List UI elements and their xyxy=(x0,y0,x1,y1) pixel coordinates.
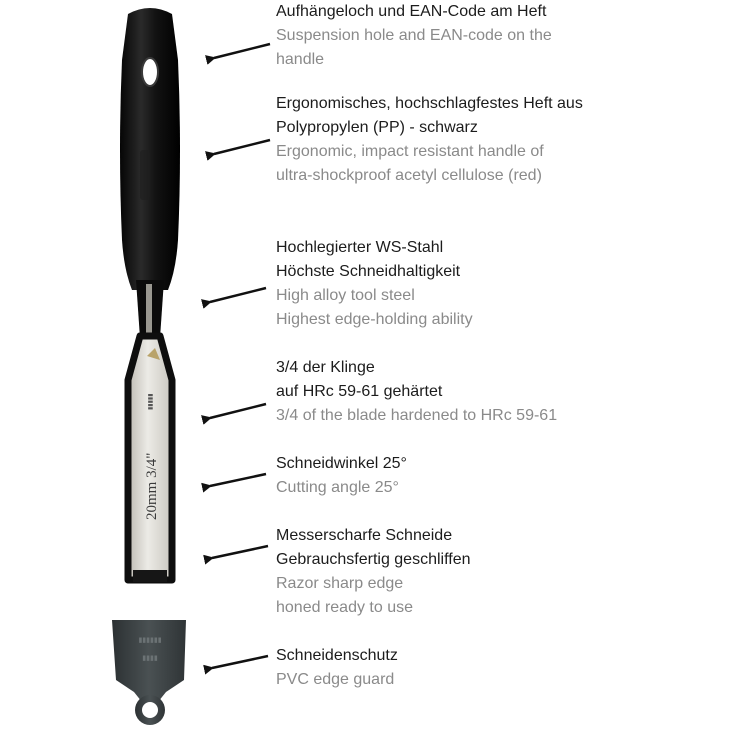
chisel-blade xyxy=(128,336,172,582)
arrow-suspension-hole xyxy=(214,44,270,58)
callout-de-line: Ergonomisches, hochschlagfestes Heft aus xyxy=(276,95,583,112)
callout-de-line: auf HRc 59-61 gehärtet xyxy=(276,383,443,400)
edge-guard xyxy=(112,620,186,725)
callout-suspension-hole xyxy=(276,0,726,72)
callout-en-line: handle xyxy=(276,51,325,68)
callout-de-line: Schneidenschutz xyxy=(276,647,398,664)
chisel-handle xyxy=(120,8,180,290)
arrow-steel xyxy=(210,288,266,302)
callout-de-line: Polypropylen (PP) - schwarz xyxy=(276,119,478,136)
svg-text:▮▮▮▮: ▮▮▮▮ xyxy=(142,655,158,662)
callout-en-line: High alloy tool steel xyxy=(276,287,415,304)
callout-de-line: Gebrauchsfertig geschliffen xyxy=(276,551,471,568)
callout-en-line: honed ready to use xyxy=(276,599,413,616)
callout-steel xyxy=(276,236,726,332)
callout-en-line: Suspension hole and EAN-code on the xyxy=(276,27,552,44)
callout-handle xyxy=(276,92,726,188)
callout-arrows xyxy=(210,44,270,668)
arrow-hardened xyxy=(210,404,266,418)
callout-en-line: Highest edge-holding ability xyxy=(276,311,473,328)
arrow-edge-guard xyxy=(212,656,268,668)
callout-de-line: Hochlegierter WS-Stahl xyxy=(276,239,444,256)
callout-de-line: Messerscharfe Schneide xyxy=(276,527,453,544)
callout-en-line: Cutting angle 25° xyxy=(276,479,399,496)
chisel-neck xyxy=(136,280,164,338)
blade-marking: 20mm 3/4" xyxy=(144,452,160,520)
svg-text:▮▮▮▮▮▮: ▮▮▮▮▮▮ xyxy=(138,637,162,644)
callout-hardened xyxy=(276,356,726,428)
callout-en-line: 3/4 of the blade hardened to HRc 59-61 xyxy=(276,407,558,424)
callout-cutting-angle xyxy=(276,452,726,500)
arrow-handle xyxy=(214,140,270,154)
callout-edge-guard xyxy=(276,644,726,692)
callout-en-line: Ergonomic, impact resistant handle of xyxy=(276,143,544,160)
callout-de-line: Schneidwinkel 25° xyxy=(276,455,407,472)
svg-text:▮▮▮▮▮: ▮▮▮▮▮ xyxy=(148,393,154,410)
arrow-edge xyxy=(212,546,268,558)
callout-en-line: PVC edge guard xyxy=(276,671,395,688)
callout-edge xyxy=(276,524,726,620)
arrow-cutting-angle xyxy=(210,474,266,486)
callout-de-line: Aufhängeloch und EAN-Code am Heft xyxy=(276,3,547,20)
callout-en-line: Razor sharp edge xyxy=(276,575,404,592)
callout-de-line: Höchste Schneidhaltigkeit xyxy=(276,263,461,280)
callout-de-line: 3/4 der Klinge xyxy=(276,359,375,376)
callout-en-line: ultra-shockproof acetyl cellulose (red) xyxy=(276,167,542,184)
